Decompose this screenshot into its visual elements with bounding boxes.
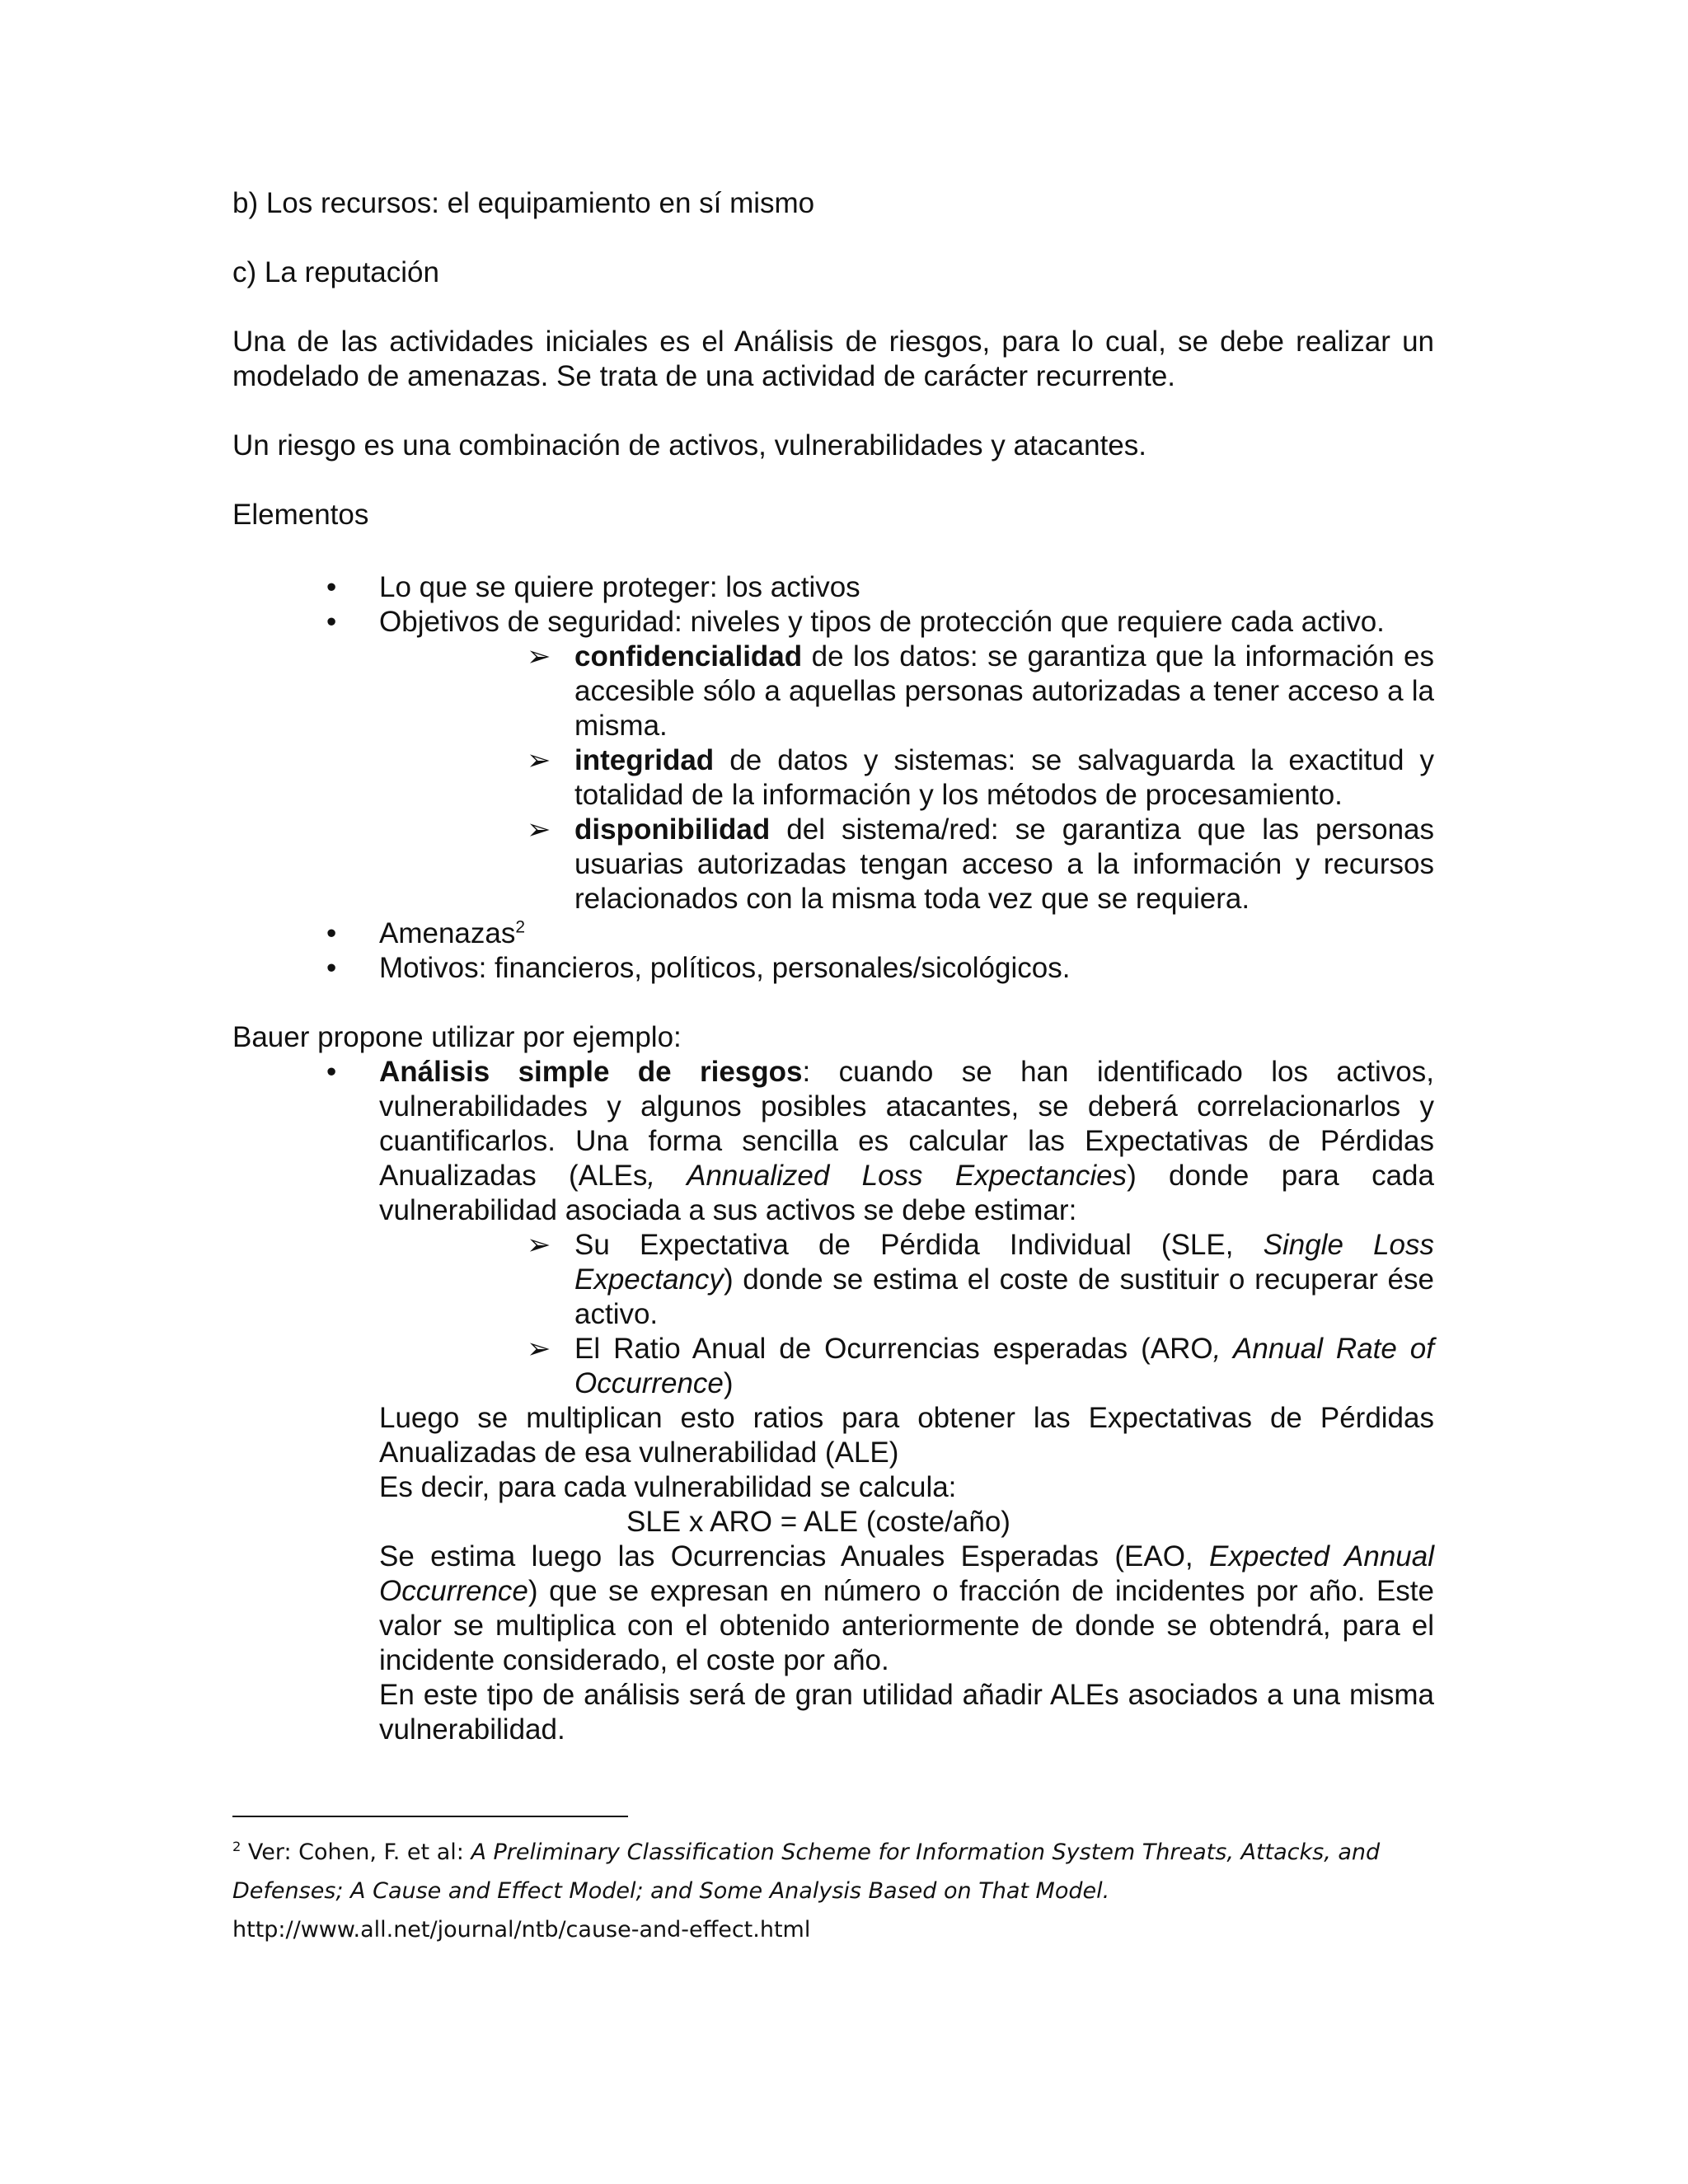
list-item: • Análisis simple de riesgos: cuando se han identificado los activos, vulnerabilidades y algunos posibles atacantes, se deberá correlacionarlos y cuantificarlos. Una forma sencilla es calcular las Expectativas de Pérdidas Anualizadas (ALEs, Annualized Loss Expectancies) donde para cada vulnerabilidad asociada a sus activos se debe estimar: ➢ Su Expectativa de Pérdida Individual (SLE, Single Loss Expectancy) donde se estima el coste de sustituir o recuperar ése activo. ➢ El Ratio Anual de Ocurrencias esperadas (ARO, Annual Rate of Occurrence) [232,1055,1434,1401]
paragraph-multiplican: Luego se multiplican esto ratios para obtener las Expectativas de Pérdidas Anualizadas de esa vulnerabilidad (ALE) [379,1402,1434,1469]
list-item: • Lo que se quiere proteger: los activos [326,571,860,603]
objetivos-sublist [379,640,1434,916]
footnote-url[interactable]: http://www.all.net/journal/ntb/cause-and-effect.html [232,1917,811,1943]
paragraph-riesgo-definicion: Un riesgo es una combinación de activos, vulnerabilidades y atacantes. [232,429,1146,462]
elementos-list [232,570,1434,986]
arrow-bullet-icon: ➢ [527,813,551,846]
paragraph-eao: Se estima luego las Ocurrencias Anuales Esperadas (EAO, Expected Annual Occurrence) que se expresan en número o fracción de incidentes por año. Este valor se multiplica con el obtenido anteriormente de donde se obtendrá, para el incidente considerado, el coste por año. [379,1540,1434,1676]
bullet-icon: • [326,606,337,638]
footnote-reference[interactable]: 2 [515,917,526,937]
list-item: ➢ confidencialidad de los datos: se garantiza que la información es accesible sólo a aquellas personas autorizadas a tener acceso a la misma. [527,640,1434,742]
arrow-bullet-icon: ➢ [527,744,551,776]
footnote: $^2$ Ver: Cohen, F. et al: A Preliminary Classification Scheme for Information System Threats, Attacks, and Defenses; A Cause and Effect Model; and Some Analysis Based on That Model. http://www.all.net/journal/ntb/cause-and-effect.html [232,1833,1469,1949]
formula-ale: SLE x ARO = ALE (coste/año) [626,1506,1010,1538]
list-item: ➢ disponibilidad del sistema/red: se garantiza que las personas usuarias autorizadas tengan acceso a la información y recursos relacionados con la misma toda vez que se requiera. [527,813,1434,915]
paragraph-analisis-riesgos: Una de las actividades iniciales es el Análisis de riesgos, para lo cual, se debe realizar un modelado de amenazas. Se trata de una actividad de carácter recurrente. [232,326,1434,392]
heading-elementos: Elementos [232,499,369,531]
bullet-icon: • [326,571,337,603]
paragraph-reputacion: c) La reputación [232,256,439,288]
arrow-bullet-icon: ➢ [527,1333,551,1365]
list-item: ➢ integridad de datos y sistemas: se salvaguarda la exactitud y totalidad de la información y los métodos de procesamiento. [527,744,1434,811]
estimar-sublist [379,1228,1434,1401]
paragraph-bauer: Bauer propone utilizar por ejemplo: [232,1021,682,1053]
document-body [232,186,1434,1747]
arrow-bullet-icon: ➢ [527,1229,551,1261]
list-item: ➢ Su Expectativa de Pérdida Individual (SLE, Single Loss Expectancy) donde se estima el coste de sustituir o recuperar ése activo. [527,1229,1434,1330]
bauer-list [232,1055,1434,1401]
footnote-number: 2 [232,1839,241,1854]
list-item: • Amenazas$^2$ [326,917,526,949]
bullet-icon: • [326,917,337,949]
paragraph-ales-utilidad: En este tipo de análisis será de gran utilidad añadir ALEs asociados a una misma vulnerabilidad. [379,1679,1434,1746]
list-item: ➢ El Ratio Anual de Ocurrencias esperadas (ARO, Annual Rate of Occurrence) [527,1333,1435,1399]
footnote-separator [232,1816,628,1817]
paragraph-es-decir: Es decir, para cada vulnerabilidad se calcula: [379,1471,957,1503]
arrow-bullet-icon: ➢ [527,640,551,673]
list-item: • Motivos: financieros, políticos, personales/sicológicos. [326,952,1071,984]
bullet-icon: • [326,1056,337,1088]
paragraph-recursos: b) Los recursos: el equipamiento en sí mismo [232,187,815,219]
bullet-icon: • [326,952,337,984]
list-item: • Objetivos de seguridad: niveles y tipos de protección que requiere cada activo. ➢ confidencialidad de los datos: se garantiza que la información es accesible sólo a aquellas personas autorizadas a tener acceso a la misma. ➢ integridad de datos y sistemas: se salvaguarda la exactitud y totalidad de la información y los métodos de procesamiento. ➢ disponibilidad del sistema/red: se garantiza que las personas usuarias autorizadas tengan acceso a la información y recursos relacionados con la misma toda vez que se requiera. [232,605,1434,916]
